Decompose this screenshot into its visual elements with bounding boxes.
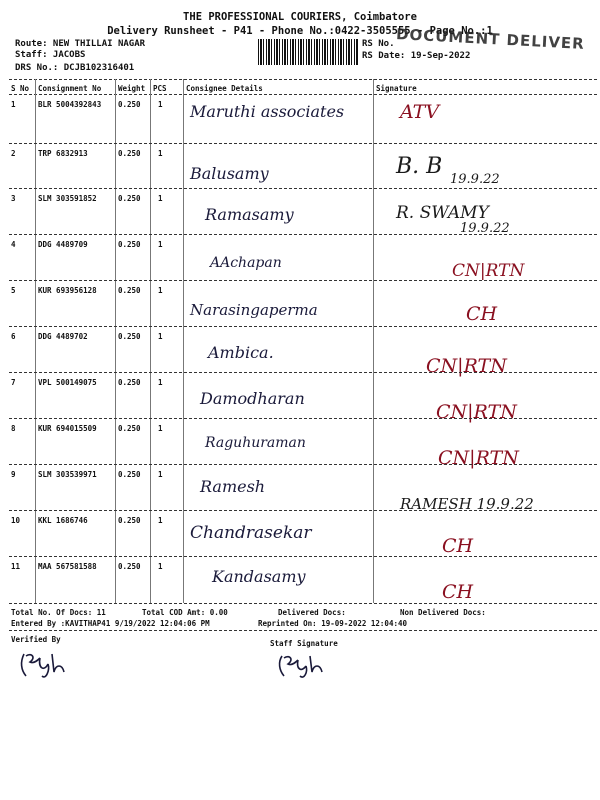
non-delivered-docs: Non Delivered Docs: <box>400 608 486 617</box>
row-signature: RAMESH 19.9.22 <box>400 495 534 513</box>
footer-divider <box>9 630 597 631</box>
row-signature: CN|RTN <box>426 355 507 377</box>
row-pcs: 1 <box>158 424 163 433</box>
row-consignment: DDG 4489709 <box>38 240 88 249</box>
runsheet-title: Delivery Runsheet - P41 - Phone No.:0422-3505555 - Page No.:1 <box>107 25 493 37</box>
row-sno: 7 <box>11 378 16 387</box>
delivered-docs: Delivered Docs: <box>278 608 346 617</box>
row-consignee: Chandrasekar <box>190 523 312 543</box>
row-weight: 0.250 <box>118 240 141 249</box>
row-weight: 0.250 <box>118 149 141 158</box>
document-delivery-stamp: DOCUMENT DELIVER <box>395 25 586 53</box>
row-pcs: 1 <box>158 240 163 249</box>
row-divider <box>9 510 597 511</box>
table-row <box>0 375 600 421</box>
col-consignee: Consignee Details <box>186 84 263 93</box>
col-sno: S No <box>11 84 30 93</box>
row-weight: 0.250 <box>118 286 141 295</box>
row-pcs: 1 <box>158 470 163 479</box>
staff-label: Staff: JACOBS <box>15 50 86 60</box>
col-weight: Weight <box>118 84 146 93</box>
row-consignment: KUR 693956128 <box>38 286 97 295</box>
row-sno: 1 <box>11 100 16 109</box>
row-signature: CH <box>442 581 474 603</box>
table-row <box>0 329 600 375</box>
table-row <box>0 97 600 143</box>
company-title: THE PROFESSIONAL COURIERS, Coimbatore <box>183 11 417 23</box>
row-weight: 0.250 <box>118 424 141 433</box>
row-sno: 6 <box>11 332 16 341</box>
row-consignee: Ambica. <box>208 343 274 362</box>
row-consignee: Damodharan <box>200 389 305 408</box>
verified-by-label: Verified By <box>11 635 61 644</box>
total-cod: Total COD Amt: 0.00 <box>142 608 228 617</box>
row-consignee: Ramasamy <box>205 205 294 224</box>
row-divider <box>9 464 597 465</box>
verified-by-signature <box>18 650 78 680</box>
row-consignee: Ramesh <box>200 477 266 496</box>
row-sno: 9 <box>11 470 16 479</box>
staff-signature-label: Staff Signature <box>270 639 338 648</box>
col-consignment: Consignment No <box>38 84 102 93</box>
row-consignment: MAA 567581588 <box>38 562 97 571</box>
row-divider <box>9 143 597 144</box>
row-sno: 8 <box>11 424 16 433</box>
row-signature-date: 19.9.22 <box>450 172 500 187</box>
row-pcs: 1 <box>158 332 163 341</box>
row-weight: 0.250 <box>118 470 141 479</box>
row-signature: CH <box>466 303 498 325</box>
row-consignment: SLM 303591852 <box>38 194 97 203</box>
col-signature: Signature <box>376 84 417 93</box>
table-row <box>0 283 600 329</box>
row-divider <box>9 556 597 557</box>
row-divider <box>9 188 597 189</box>
row-signature: CN|RTN <box>438 447 519 469</box>
table-row <box>0 467 600 513</box>
reprinted-on: Reprinted On: 19-09-2022 12:04:40 <box>258 619 408 628</box>
col-pcs: PCS <box>153 84 167 93</box>
row-consignee: Raguhuraman <box>205 435 306 451</box>
row-weight: 0.250 <box>118 194 141 203</box>
row-pcs: 1 <box>158 516 163 525</box>
row-sno: 5 <box>11 286 16 295</box>
header-divider-bottom <box>9 94 597 95</box>
row-weight: 0.250 <box>118 332 141 341</box>
rs-number: RS No. <box>362 39 395 49</box>
route-label: Route: NEW THILLAI NAGAR <box>15 39 146 49</box>
barcode <box>258 39 358 65</box>
row-signature: CN|RTN <box>452 261 525 281</box>
header-divider-top <box>9 79 597 80</box>
total-docs: Total No. Of Docs: 11 <box>11 608 106 617</box>
table-row <box>0 146 600 192</box>
row-consignee: Kandasamy <box>212 567 306 586</box>
row-sno: 11 <box>11 562 21 571</box>
row-signature: R. SWAMY <box>396 203 489 223</box>
row-signature: CN|RTN <box>436 401 517 423</box>
row-consignment: KUR 694015509 <box>38 424 97 433</box>
row-pcs: 1 <box>158 194 163 203</box>
row-signature: B. B <box>396 154 443 179</box>
row-consignment: KKL 1686746 <box>38 516 88 525</box>
staff-signature <box>276 650 336 680</box>
table-row <box>0 237 600 283</box>
table-bottom-divider <box>9 603 597 604</box>
row-signature: ATV <box>400 101 440 123</box>
entered-by: Entered By :KAVITHAP41 9/19/2022 12:04:06 PM <box>11 619 210 628</box>
row-sno: 2 <box>11 149 16 158</box>
row-signature-date: 19.9.22 <box>460 221 510 236</box>
row-consignment: SLM 303539971 <box>38 470 97 479</box>
row-pcs: 1 <box>158 562 163 571</box>
row-weight: 0.250 <box>118 100 141 109</box>
row-weight: 0.250 <box>118 562 141 571</box>
rs-date: RS Date: 19-Sep-2022 <box>362 51 471 61</box>
row-consignment: VPL 500149075 <box>38 378 97 387</box>
row-pcs: 1 <box>158 378 163 387</box>
row-divider <box>9 280 597 281</box>
row-pcs: 1 <box>158 100 163 109</box>
row-consignee: Balusamy <box>190 164 269 183</box>
row-consignment: DDG 4489702 <box>38 332 88 341</box>
row-signature: CH <box>442 535 474 557</box>
row-pcs: 1 <box>158 286 163 295</box>
row-consignee: Narasingaperma <box>190 301 318 319</box>
row-divider <box>9 326 597 327</box>
row-divider <box>9 418 597 419</box>
row-divider <box>9 234 597 235</box>
row-consignee: Maruthi associates <box>190 102 345 121</box>
row-sno: 3 <box>11 194 16 203</box>
table-row <box>0 421 600 467</box>
row-consignment: TRP 6832913 <box>38 149 88 158</box>
table-row <box>0 191 600 237</box>
table-row <box>0 513 600 559</box>
row-consignment: BLR 5004392843 <box>38 100 102 109</box>
row-sno: 4 <box>11 240 16 249</box>
table-row <box>0 559 600 605</box>
row-weight: 0.250 <box>118 516 141 525</box>
row-consignee: AAchapan <box>210 255 282 271</box>
row-sno: 10 <box>11 516 21 525</box>
drs-number: DRS No.: DCJB102316401 <box>15 63 135 73</box>
row-weight: 0.250 <box>118 378 141 387</box>
row-pcs: 1 <box>158 149 163 158</box>
row-divider <box>9 372 597 373</box>
